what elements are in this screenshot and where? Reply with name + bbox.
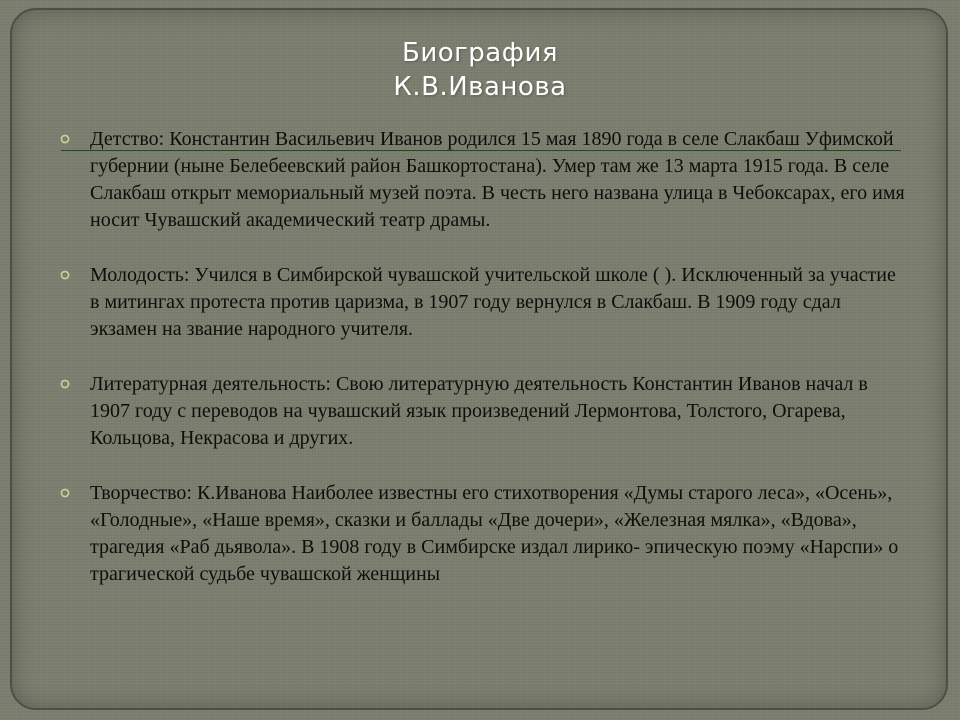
bullet-ring-icon [60, 270, 70, 280]
bullet-list [60, 126, 910, 616]
title-line-1: Биография [401, 38, 558, 68]
bullet-ring-icon [60, 488, 70, 498]
list-item [60, 480, 910, 588]
item-creativity: Творчество: К.Иванова Наиболее известны его стихотворения «Думы старого леса», «Осень», «Голодные», «Наше время», сказки и баллады «Две дочери», «Железная мялка», «Вдова», трагедия «Раб дьявола». В 1908 году в Симбирске издал лирико- эпическую поэму «Нарспи» о трагической судьбе чувашской женщины [90, 482, 899, 585]
bullet-ring-icon [60, 379, 70, 389]
title-line-2: К.В.Иванова [393, 72, 567, 102]
bullet-ring-icon [60, 134, 70, 144]
item-childhood: Детство: Константин Васильевич Иванов родился 15 мая 1890 года в селе Слакбаш Уфимской губернии (ныне Белебеевский район Башкортостана). Умер там же 13 марта 1915 года. В селе Слакбаш открыт мемориальный музей поэта. В честь него названа улица в Чебоксарах, его имя носит Чувашский академический театр драмы. [90, 128, 905, 231]
list-item [60, 262, 910, 343]
item-literary-activity: Литературная деятельность: Свою литературную деятельность Константин Иванов начал в 1907 году с переводов на чувашский язык произведений Лермонтова, Толстого, Огарева, Кольцова, Некрасова и других. [90, 373, 868, 449]
list-item [60, 126, 910, 234]
list-item [60, 371, 910, 452]
item-youth: Молодость: Учился в Симбирской чувашской учительской школе ( ). Исключенный за участие в митингах протеста против царизма, в 1907 году вернулся в Слакбаш. В 1909 году сдал экзамен на звание народного учителя. [90, 264, 896, 340]
slide-title [0, 36, 960, 104]
